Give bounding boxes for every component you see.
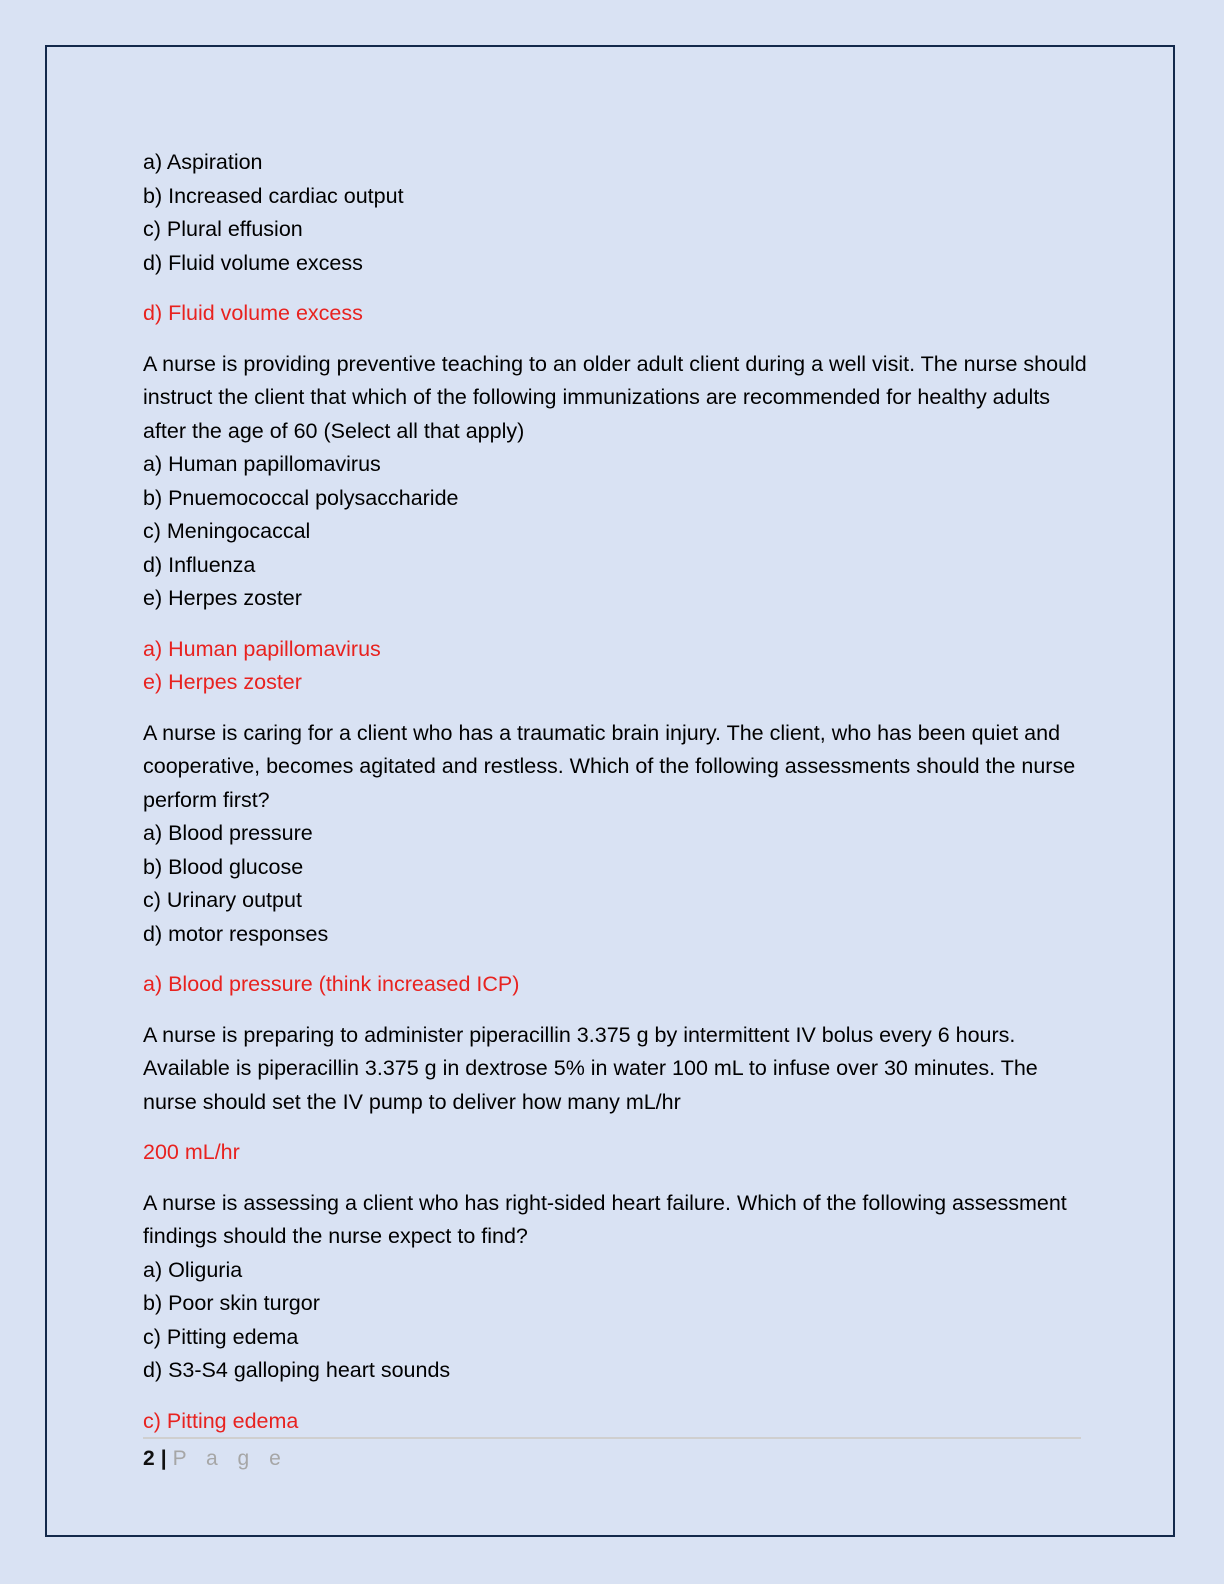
- text-line: c) Meningocaccal: [143, 519, 311, 543]
- text-line: A nurse is assessing a client who has right-sided heart failure. Which of the following assessment findings should the nurse expect to find?: [143, 1190, 1067, 1248]
- text-line: c) Urinary output: [143, 888, 302, 912]
- text-line: b) Increased cardiac output: [143, 183, 404, 208]
- question-block: [143, 348, 1088, 616]
- document-content: [143, 146, 1088, 1455]
- text-line: b) Blood glucose: [143, 854, 304, 879]
- text-line: c) Pitting edema: [143, 1324, 299, 1349]
- text-line: d) S3-S4 galloping heart sounds: [143, 1358, 451, 1382]
- page-footer: [143, 1437, 1081, 1471]
- text-line: b) Poor skin turgor: [143, 1291, 320, 1315]
- page-number: 2: [143, 1447, 155, 1470]
- text-line: b) Pnuemococcal polysaccharide: [143, 485, 459, 510]
- text-line: d) Influenza: [143, 552, 256, 577]
- answer-line: a) Blood pressure (think increased ICP): [143, 972, 520, 996]
- question-block: [143, 1019, 1088, 1120]
- text-line: A nurse is caring for a client who has a traumatic brain injury. The client, who has been quiet and cooperative, becomes agitated and restless. Which of the following assessments should the nurse perform first?: [143, 720, 1076, 812]
- answer-line: d) Fluid volume excess: [143, 301, 363, 325]
- text-line: e) Herpes zoster: [143, 586, 302, 610]
- answer-line: c) Pitting edema: [143, 1408, 299, 1433]
- answer-line: 200 mL/hr: [143, 1140, 240, 1164]
- answer-block: [143, 633, 1088, 700]
- answer-block: [143, 1405, 1088, 1439]
- text-line: d) Fluid volume excess: [143, 250, 363, 275]
- text-line: A nurse is preparing to administer piperacillin 3.375 g by intermittent IV bolus every 6 hours. Available is piperacillin 3.375 g in dextrose 5% in water 100 mL to infuse over 30 minutes. The nurse should set the IV pump to deliver how many mL/hr: [143, 1022, 1038, 1114]
- text-line: a) Aspiration: [143, 150, 263, 174]
- text-line: a) Human papillomavirus: [143, 452, 381, 476]
- answer-block: [143, 1136, 1088, 1170]
- answer-block: [143, 297, 1088, 331]
- question-block: [143, 146, 1088, 280]
- text-line: a) Blood pressure: [143, 821, 313, 845]
- text-line: A nurse is providing preventive teaching to an older adult client during a well visit. The nurse should instruct the client that which of the following immunizations are recommended for healthy adults after the age of 60 (Select all that apply): [143, 351, 1087, 443]
- question-block: [143, 1187, 1088, 1388]
- text-line: c) Plural effusion: [143, 217, 303, 241]
- text-line: d) motor responses: [143, 921, 329, 946]
- question-block: [143, 717, 1088, 952]
- footer-separator: |: [160, 1447, 167, 1470]
- answer-line: a) Human papillomavirus: [143, 636, 381, 661]
- text-line: a) Oliguria: [143, 1257, 243, 1282]
- footer-label: P a g e: [172, 1447, 288, 1470]
- answer-block: [143, 968, 1088, 1002]
- answer-line: e) Herpes zoster: [143, 670, 302, 694]
